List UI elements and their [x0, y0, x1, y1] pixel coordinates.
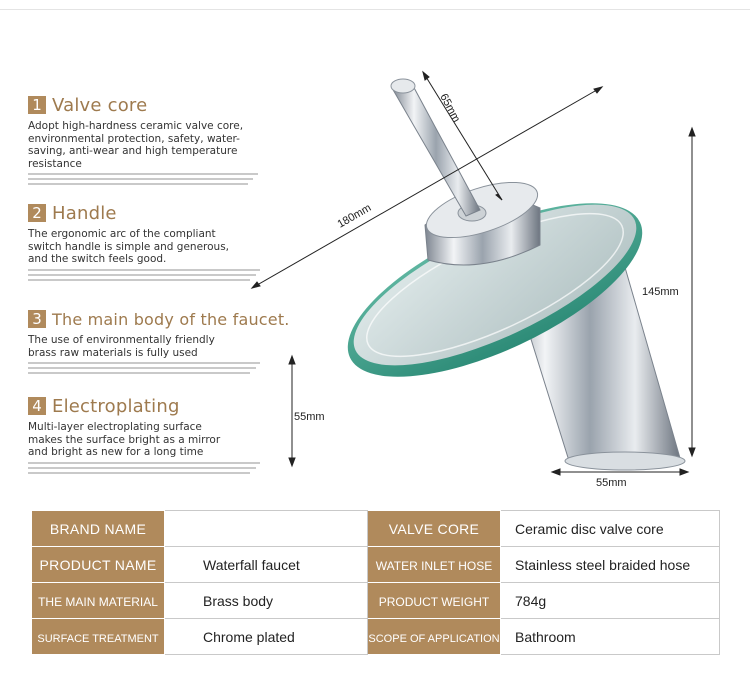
feature-number: 4 — [28, 397, 46, 415]
spec-label: PRODUCT WEIGHT — [368, 583, 501, 619]
feature-title: Electroplating — [52, 395, 180, 417]
feature-handle — [28, 202, 273, 281]
feature-description: The ergonomic arc of the compliant switch handle is simple and generous, and the switch feels good. — [28, 228, 230, 265]
valve-cap — [420, 171, 544, 265]
spec-value — [165, 511, 368, 547]
table-row — [32, 583, 720, 619]
dim-spout-height-label: 55mm — [294, 411, 325, 423]
spec-label: VALVE CORE — [368, 511, 501, 547]
spec-value: Ceramic disc valve core — [501, 511, 720, 547]
feature-main-body — [28, 308, 290, 374]
spec-label: SURFACE TREATMENT — [32, 619, 165, 655]
feature-electroplating — [28, 395, 273, 474]
feature-header — [28, 94, 273, 116]
spec-value: Bathroom — [501, 619, 720, 655]
dim-height-label: 145mm — [642, 286, 679, 298]
fine-print-decoration — [28, 362, 273, 374]
fine-print-decoration — [28, 462, 273, 474]
dim-handle-label: 65mm — [437, 91, 463, 125]
feature-number: 2 — [28, 204, 46, 222]
faucet-illustration — [240, 60, 710, 500]
spec-value: Brass body — [165, 583, 368, 619]
dim-base-width-label: 55mm — [596, 477, 627, 489]
top-divider — [0, 9, 750, 10]
spec-label: THE MAIN MATERIAL — [32, 583, 165, 619]
spec-label: WATER INLET HOSE — [368, 547, 501, 583]
feature-header — [28, 202, 273, 224]
spec-table — [31, 510, 720, 655]
handle-lever — [391, 79, 480, 216]
feature-header — [28, 395, 273, 417]
feature-description: Multi-layer electroplating surface makes the surface bright as a mirror and bright as new for a long time — [28, 421, 221, 458]
spec-value: 784g — [501, 583, 720, 619]
feature-description: The use of environmentally friendly brass raw materials is fully used — [28, 334, 215, 359]
spec-value: Waterfall faucet — [165, 547, 368, 583]
feature-valve-core — [28, 94, 273, 185]
dim-diameter-label: 180mm — [335, 201, 374, 231]
spec-label: SCOPE OF APPLICATION — [368, 619, 501, 655]
feature-title: The main body of the faucet. — [52, 309, 290, 329]
spec-label: BRAND NAME — [32, 511, 165, 547]
table-row — [32, 547, 720, 583]
feature-header — [28, 308, 290, 330]
spec-value: Chrome plated — [165, 619, 368, 655]
table-row — [32, 511, 720, 547]
feature-title: Handle — [52, 202, 117, 224]
feature-number: 3 — [28, 310, 46, 328]
spec-value: Stainless steel braided hose — [501, 547, 720, 583]
table-row — [32, 619, 720, 655]
fine-print-decoration — [28, 173, 273, 185]
feature-number: 1 — [28, 96, 46, 114]
spec-label: PRODUCT NAME — [32, 547, 165, 583]
feature-title: Valve core — [52, 94, 148, 116]
fine-print-decoration — [28, 269, 273, 281]
feature-description: Adopt high-hardness ceramic valve core, environmental protection, safety, water-saving, anti-wear and high temperature resistance — [28, 120, 244, 170]
